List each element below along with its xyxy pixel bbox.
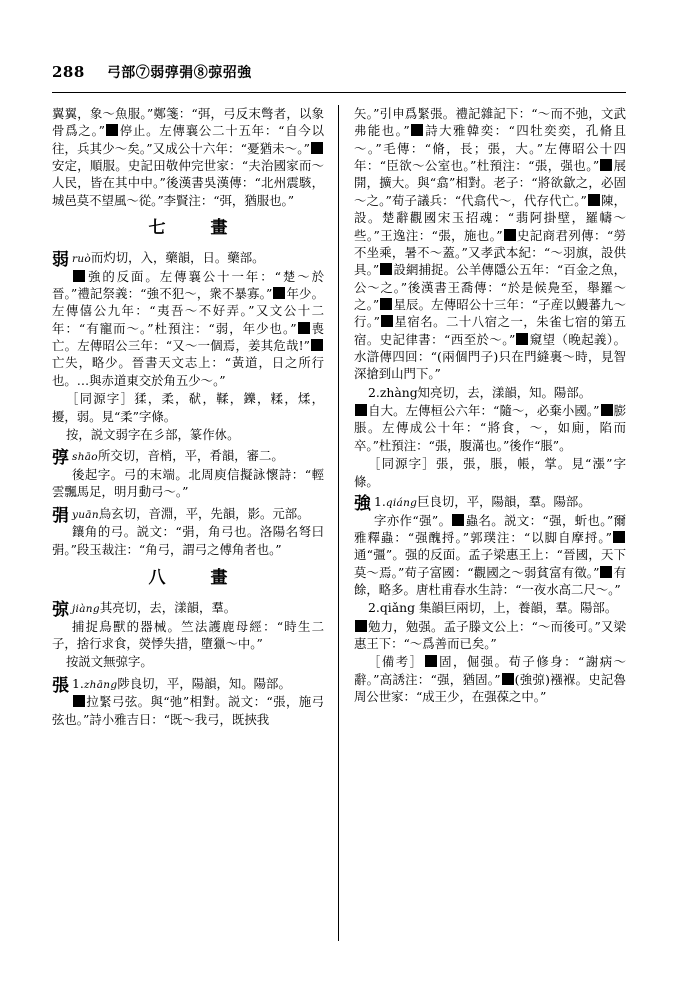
entry-jiang-definition: 捕捉鳥獸的器械。竺法護鹿母經：“時生二子，捨行求食，熒悸失措，墮獵～中。” xyxy=(52,618,324,651)
sense-marker xyxy=(502,673,514,685)
pinyin-yuan: yuān xyxy=(72,508,99,521)
page-number: 288 xyxy=(52,63,85,81)
sense-marker xyxy=(425,655,437,667)
right-column xyxy=(339,105,626,941)
entry-shao xyxy=(52,447,324,501)
entry-shao-definition: 後起字。弓的末端。北周庾信擬詠懷詩：“輕雲飄馬足，明月動弓～。” xyxy=(52,466,324,500)
sense-marker xyxy=(273,287,285,299)
sense-marker xyxy=(600,566,612,578)
entry-ruo-cognates: ［同源字］猱，柔，㹷，鞣，鑠，糅，煣，擾，弱。見“柔”字條。 xyxy=(52,391,324,424)
section-heading-seven: 七 畫 xyxy=(148,218,242,239)
sense-marker xyxy=(504,229,516,241)
entry-jiang-note: 按説文無弶字。 xyxy=(66,654,153,670)
sense-marker xyxy=(298,322,310,334)
entry-yuan xyxy=(52,505,324,559)
sense-marker xyxy=(411,124,423,136)
zhang-pron-2: 2.zhàng知亮切，去，漾韻，知。陽部。 xyxy=(368,384,592,400)
running-head: 弓部⑦弱弴弲⑧弶弨強 xyxy=(106,65,252,81)
sense-number-qiang: 1. xyxy=(374,493,386,509)
entry-qiang-sense-1: 字亦作“强”。 蟲名。説文：“强，蚚也。”爾雅釋蟲：“强醜捋。”郭璞注：“以脚自摩捋。”通“彊”。强的反面。孟子梁惠王上：“晉國，天下莫～焉。”荀子富國：“觀國之～弱貧富有徵。” 有餘，略多。唐杜甫春水生詩：“一夜水高二尺～。” xyxy=(354,512,627,598)
fanqie-jiang: 其亮切，去，漾韻，羣。 xyxy=(99,599,237,615)
continuation-paragraph: 翼翼，象～魚服。”鄭箋：“弭，弓反末彆者，以象骨爲之。” 停止。左傳襄公二十五年：“自今以往，兵其少～矣。”又成公十六年：“憂猶未～。”安定，順服。史記田敬仲完世家：“夫治國家而～人民，皆在其中中。”後漢書吳漢傳：“北州震駭，城邑莫不望風～從。”李賢注：“弭，猶服也。” xyxy=(52,106,324,208)
fanqie-yuan: 烏玄切，音淵，平，先韻，影。元部。 xyxy=(98,505,310,521)
zhang-continuation: 矢。”引申爲緊張。禮記雜記下：“～而不弛，文武弗能也。” 詩大雅韓奕：“四牡奕奕，孔脩且～。”毛傳：“脩，長；張，大。”左傳昭公十四年：“臣欲～公室也。”杜預注：“張，强也。” 展開，擴大。與“翕”相對。老子：“將欲歙之，必固～之。”荀子議兵：“代翕代～，代存代亡。” 陳，設。楚辭觀國宋玉招魂：“翡阿掛壁，羅幬～些。”王逸注：“張，施也。” 史記商君列傳：“勞不坐乘，暑不～蓋。”又孝武本紀：“～羽旗，設供具。” 設網捕捉。公羊傳隱公五年：“百金之魚，公～之。”後漢書王喬傳：“於是候鳧至，舉羅～之。” 星辰。左傳昭公十三年：“子産以鰻蕃九～行。” 星宿名。二十八宿之一，朱雀七宿的第五宿。史記律書：“西至於～。” 窺望（晚起義）。水滸傳四回：“(兩個門子)只在門縫裏～時，見智深搶到山門下。” xyxy=(354,106,626,382)
two-column-body xyxy=(52,105,626,941)
pinyin-zhang: zhāng xyxy=(83,678,118,691)
sense-marker xyxy=(588,194,600,206)
sense-marker xyxy=(73,270,85,282)
entry-yuan-definition: 鑲角的弓。説文：“弲，角弓也。洛陽名弩曰弲。”段玉裁注：“角弓，謂弓之傅角者也。” xyxy=(52,524,324,557)
headword-jiang: 弶 xyxy=(52,599,69,620)
page-header xyxy=(52,62,626,82)
sense-marker xyxy=(380,298,392,310)
zhang-sense-group-2: 自大。左傳桓公六年：“隨～，必棄小國。” 膨脹。左傳成公十年：“將食，～，如廁，陷而卒。”杜預注：“張，腹滿也。”後作“脹”。 xyxy=(354,403,627,453)
entry-qiang xyxy=(354,493,626,707)
sense-marker xyxy=(106,124,118,136)
fanqie-zhang: 陟良切，平，陽韻，知。陽部。 xyxy=(117,675,291,691)
headword-shao: 弴 xyxy=(52,448,69,469)
section-heading-eight: 八 畫 xyxy=(148,568,242,589)
headword-yuan: 弲 xyxy=(52,505,69,526)
fanqie-ruo: 而灼切，入，藥韻，日。藥部。 xyxy=(91,249,265,265)
pinyin-qiang: qiáng xyxy=(385,496,418,509)
headword-zhang: 張 xyxy=(52,675,69,696)
sense-marker xyxy=(452,514,464,526)
pinyin-ruo: ruò xyxy=(72,252,92,265)
sense-marker xyxy=(601,404,613,416)
headword-qiang: 強 xyxy=(354,493,371,514)
entry-zhang-head-line xyxy=(52,675,324,693)
entry-shao-head-line xyxy=(52,447,324,465)
entry-qiang-sense-2: 勉力，勉强。孟子滕文公上：“～而後可。”又梁惠王下：“～爲善而已矣。” xyxy=(354,618,626,652)
sense-marker xyxy=(73,695,85,707)
entry-yuan-head-line xyxy=(52,505,324,523)
entry-ruo-sense-1: 強的反面。左傳襄公十一年：“楚～於晉。”禮記祭義：“強不犯～，衆不暴寡。” 年少。左傳僖公九年：“夷吾～不好弄。”又文公十二年：“有寵而～。”杜預注：“弱，年少也。” 喪亡。左傳昭公三年：“又～一個焉，姜其危哉!”亡失，略少。晉書天文志上：“黃道，日之所行也。…與赤道東交於角五少～。” xyxy=(52,268,325,388)
entry-qiang-pron-2: 2.qiǎng 集韻巨兩切，上，養韻，羣。陽部。 xyxy=(368,600,618,616)
pinyin-jiang: jiàng xyxy=(72,602,100,615)
sense-marker xyxy=(311,339,323,351)
zhang-cognates: ［同源字］張，張，脹，帳，掌。見“漲”字條。 xyxy=(354,456,626,489)
sense-marker xyxy=(381,315,393,327)
header-rule xyxy=(52,92,626,93)
sense-marker xyxy=(516,333,528,345)
entry-zhang xyxy=(52,675,324,729)
sense-marker xyxy=(380,263,392,275)
headword-ruo: 弱 xyxy=(52,249,69,270)
sense-marker xyxy=(355,620,367,632)
left-column xyxy=(52,105,339,941)
entry-ruo xyxy=(52,249,324,444)
entry-jiang-head-line xyxy=(52,599,324,617)
sense-marker xyxy=(311,142,323,154)
entry-ruo-note: 按，説文弱字在彡部，篆作㲻。 xyxy=(66,426,240,442)
entry-ruo-head-line xyxy=(52,249,324,267)
entry-jiang xyxy=(52,599,324,672)
sense-number-zhang: 1. xyxy=(72,675,84,691)
entry-qiang-head-line xyxy=(354,493,626,511)
fanqie-shao: 所交切，音梢，平，肴韻，審二。 xyxy=(97,448,284,464)
sense-marker xyxy=(613,531,625,543)
pinyin-shao: shāo xyxy=(72,451,98,464)
sense-marker xyxy=(355,404,367,416)
fanqie-qiang: 巨良切，平，陽韻，羣。陽部。 xyxy=(417,493,591,509)
entry-qiang-appendix: ［備考］ 固，倔强。荀子修身：“謝病～辭。”高誘注：“强，猶固。” (強弶)襁褓。史記魯周公世家：“成王少，在强葆之中。” xyxy=(354,654,627,705)
sense-marker xyxy=(600,159,612,171)
entry-zhang-sense-1: 拉緊弓弦。與“弛”相對。説文：“張，施弓弦也。”詩小雅吉日：“既～我弓，既挾我 xyxy=(52,694,324,727)
